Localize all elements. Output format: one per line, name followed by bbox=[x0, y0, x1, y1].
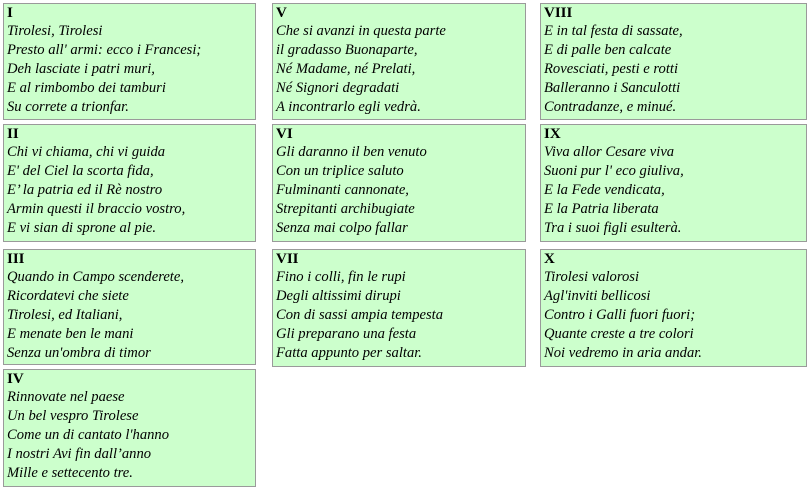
verse-line: Contro i Galli fuori fuori; bbox=[544, 307, 696, 323]
verse-line: I nostri Avi fin dall’anno bbox=[7, 446, 152, 462]
verse-line: Presto all' armi: ecco i Francesi; bbox=[7, 42, 202, 58]
stanza-number: IX bbox=[544, 126, 561, 142]
verse-line: E' del Ciel la scorta fida, bbox=[7, 163, 154, 179]
stanza-box bbox=[540, 249, 807, 367]
stanza-number: X bbox=[544, 251, 555, 267]
verse-line: Tirolesi, ed Italiani, bbox=[7, 307, 123, 323]
stanza-box bbox=[272, 124, 526, 242]
verse-line: Come un di cantato l'hanno bbox=[7, 427, 170, 443]
verse-line: Noi vedremo in aria andar. bbox=[544, 345, 702, 361]
stanza-box bbox=[3, 124, 256, 242]
verse-line: Strepitanti archibugiate bbox=[276, 201, 415, 217]
verse-line: Degli altissimi dirupi bbox=[276, 288, 401, 304]
verse-line: Che si avanzi in questa parte bbox=[276, 23, 446, 39]
verse-line: E la Patria liberata bbox=[544, 201, 659, 217]
stanza-number: VI bbox=[276, 126, 293, 142]
verse-line: Suoni pur l' eco giuliva, bbox=[544, 163, 684, 179]
verse-line: Su correte a trionfar. bbox=[7, 99, 129, 115]
verse-line: Senza mai colpo fallar bbox=[276, 220, 408, 236]
verse-line: Viva allor Cesare viva bbox=[544, 144, 675, 160]
verse-line: Agl'inviti bellicosi bbox=[544, 288, 651, 304]
verse-line: Deh lasciate i patri muri, bbox=[7, 61, 155, 77]
verse-line: Chi vi chiama, chi vi guida bbox=[7, 144, 166, 160]
stanza-number: VII bbox=[276, 251, 299, 267]
verse-line: Tra i suoi figli esulterà. bbox=[544, 220, 682, 236]
stanza-box bbox=[272, 249, 526, 367]
verse-line: Rovesciati, pesti e rotti bbox=[544, 61, 679, 77]
verse-line: Rinnovate nel paese bbox=[7, 389, 125, 405]
verse-line: Fulminanti cannonate, bbox=[276, 182, 409, 198]
verse-line: E vi sian di sprone al pie. bbox=[7, 220, 157, 236]
verse-line: Contradanze, e minué. bbox=[544, 99, 677, 115]
verse-line: Tirolesi, Tirolesi bbox=[7, 23, 103, 39]
verse-line: Fino i colli, fin le rupi bbox=[276, 269, 406, 285]
verse-line: Con di sassi ampia tempesta bbox=[276, 307, 444, 323]
stanza-box bbox=[3, 369, 256, 487]
verse-line: Armin questi il braccio vostro, bbox=[7, 201, 186, 217]
stanza-number: V bbox=[276, 5, 287, 21]
verse-line: Fatta appunto per saltar. bbox=[276, 345, 422, 361]
stanza-number: IV bbox=[7, 371, 24, 387]
verse-line: E di palle ben calcate bbox=[544, 42, 672, 58]
verse-line: Né Signori degradati bbox=[276, 80, 400, 96]
verse-line: Quante creste a tre colori bbox=[544, 326, 694, 342]
stanza-box bbox=[3, 249, 256, 365]
verse-line: E la Fede vendicata, bbox=[544, 182, 665, 198]
verse-line: Senza un'ombra di timor bbox=[7, 345, 151, 361]
verse-line: A incontrarlo egli vedrà. bbox=[276, 99, 421, 115]
verse-line: il gradasso Buonaparte, bbox=[276, 42, 418, 58]
verse-line: Ricordatevi che siete bbox=[7, 288, 129, 304]
verse-line: E al rimbombo dei tamburi bbox=[7, 80, 166, 96]
verse-line: E menate ben le mani bbox=[7, 326, 134, 342]
stanza-box bbox=[540, 124, 807, 242]
verse-line: E in tal festa di sassate, bbox=[544, 23, 683, 39]
stanza-number: III bbox=[7, 251, 25, 267]
stanza-number: II bbox=[7, 126, 19, 142]
verse-line: Gli preparano una festa bbox=[276, 326, 417, 342]
verse-line: Balleranno i Sanculotti bbox=[544, 80, 681, 96]
verse-line: Gli daranno il ben venuto bbox=[276, 144, 427, 160]
stanza-box bbox=[3, 3, 256, 120]
verse-line: Un bel vespro Tirolese bbox=[7, 408, 139, 424]
verse-line: E’ la patria ed il Rè nostro bbox=[7, 182, 163, 198]
verse-line: Con un triplice saluto bbox=[276, 163, 404, 179]
verse-line: Mille e settecento tre. bbox=[7, 465, 133, 481]
stanza-number: I bbox=[7, 5, 13, 21]
verse-line: Né Madame, né Prelati, bbox=[276, 61, 416, 77]
verse-line: Quando in Campo scenderete, bbox=[7, 269, 184, 285]
stanza-box bbox=[540, 3, 807, 120]
stanza-number: VIII bbox=[544, 5, 573, 21]
stanza-box bbox=[272, 3, 526, 120]
verse-line: Tirolesi valorosi bbox=[544, 269, 640, 285]
